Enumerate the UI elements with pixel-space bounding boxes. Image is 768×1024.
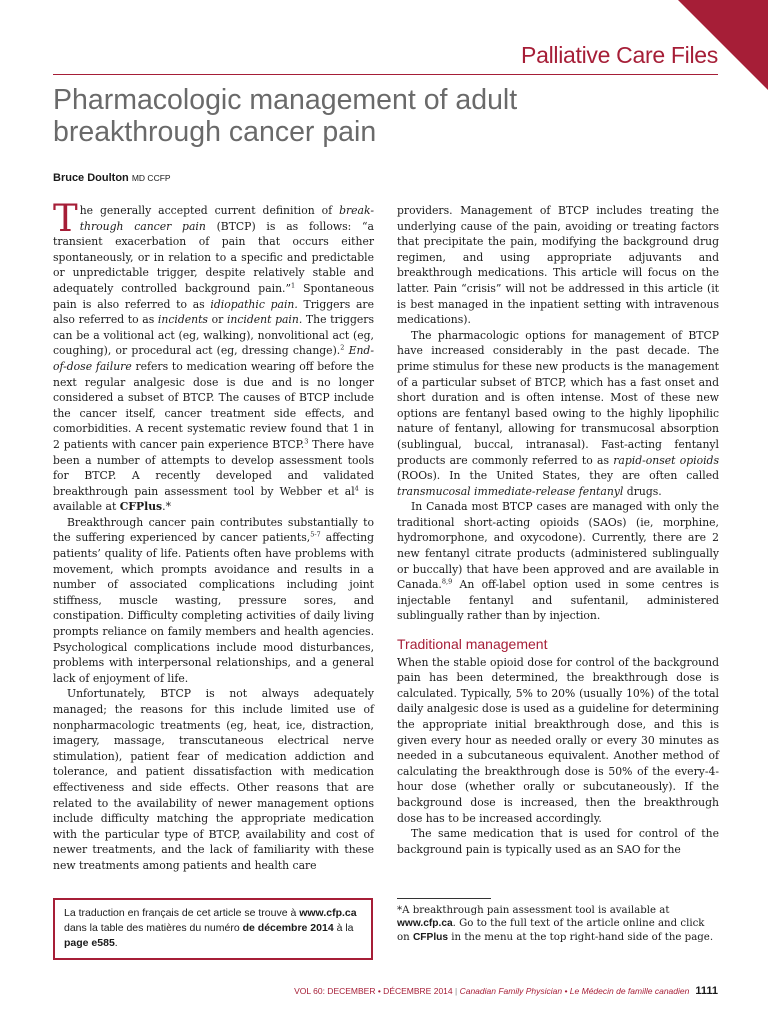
left-column [53, 197, 374, 874]
reference-marker: 5-7 [310, 530, 321, 539]
paragraph: The same medication that is used for control of the background pain is typically used as an SAO for the [397, 827, 719, 856]
header-rule [53, 74, 718, 75]
author-line [53, 172, 171, 184]
paragraph: When the stable opioid dose for control of the background pain has been determined, the breakthrough dose is calculated. Typically, 5% to 20% (usually 10%) of the total daily analgesic dose is used as a guideline for determining the appropriate initial breakthrough dose, and this is given every hour as needed orally or every 30 minutes as needed in a subcutaneous equivalent. Another method of calculating the breakthrough dose is 50% of the every-4-hour dose (whether orally or subcutaneously). If the background dose is increased, then the breakthrough dose has to be increased accordingly. [397, 655, 719, 825]
article-title: Pharmacologic management of adult breakthrough cancer pain [53, 84, 518, 148]
page-number: 1111 [695, 985, 718, 997]
page-footer: VOL 60: DECEMBER • DÉCEMBRE 2014 | Canadian Family Physician • Le Médecin de famille canadien 1111 [294, 985, 718, 997]
paragraph: providers. Management of BTCP includes treating the underlying cause of the pain, avoiding or treating factors that precipitate the pain, modifying the background drug regimen, and using appropriate adjuvants and breakthrough medications. This article will focus on the latter. Pain “crisis” will not be addressed in this article (it is best managed in the inpatient setting with intravenous medications). [397, 204, 719, 327]
paragraph: Unfortunately, BTCP is not always adequately managed; the reasons for this include limited use of nonpharmacologic treatments (eg, heat, ice, distraction, imagery, massage, transcutaneous electrical nerve stimulation), patient fear of medication addiction and tolerance, and patient dissatisfaction with medication effectiveness and side effects. Other reasons that are related to the availability of newer management options include difficulty matching the appropriate medication with the particular type of BTCP, availability and cost of newer treatments, and the lack of familiarity with these new treatments among patients and health care [53, 687, 374, 872]
reference-marker: 8,9 [441, 577, 453, 586]
cfplus-link[interactable]: CFPlus [412, 931, 449, 943]
drop-cap: T [53, 197, 78, 240]
paragraph: The pharmacologic options for management of BTCP have increased considerably in the past decade. The prime stimulus for these new products is the management of a particular subset of BTCP, which has a fast onset and short duration and is often intense. Most of these new options are fentanyl based owing to the highly lipophilic nature of fentanyl, allowing for transmucosal absorption (sublingual, buccal, intranasal). Fast-acting fentanyl products are commonly referred to as rapid-onset opioids (ROOs). In the United States, they are often called transmucosal immediate-release fentanyl drugs. [397, 328, 719, 498]
cfplus-link[interactable]: CFPlus [119, 500, 163, 514]
author-name: Bruce Doulton [53, 172, 129, 184]
section-label: Palliative Care Files [521, 42, 718, 68]
paragraph: In Canada most BTCP cases are managed with only the traditional short-acting opioids (SAOs) (ie, morphine, hydromorphone, and oxycodone). Currently, there are 2 new fentanyl citrate products (administered sublingually or buccally) that have been approved and are available in Canada.$^{8,9}$ An off-label option used in some centres is injectable fentanyl and sufentanil, administered sublingually rather than by injection. [397, 500, 719, 623]
translation-note-box: La traduction en français de cet article se trouve à www.cfp.ca dans la table des matières du numéro de décembre 2014 à la page e585. [53, 898, 373, 960]
author-credentials: MD CCFP [131, 173, 171, 183]
paragraph: The generally accepted current definition of break-through cancer pain (BTCP) is as follows: “a transient exacerbation of pain that occurs either spontaneously, or in relation to a specific and predictable or unpredictable trigger, despite relatively stable and adequately controlled background pain.”$^1$ Spontaneous pain is also referred to as idiopathic pain. Triggers are also referred to as incidents or incident pain. The triggers can be a volitional act (eg, walking), nonvolitional act (eg, coughing), or procedural act (eg, dressing change).$^2$ End-of-dose failure refers to medication wearing off before the next regular analgesic dose is due and is no longer considered a subset of BTCP. The causes of BTCP include the cancer itself, cancer treatment side effects, and comorbidities. A recent systematic review found that 1 in 2 patients with cancer pain experience BTCP.$^3$ There have been a number of attempts to develop assessment tools for BTCP. A recently developed and validated breakthrough pain assessment tool by Webber et $al^4$ is available at CFPlus.* [53, 197, 374, 514]
reference-marker: 1 [291, 281, 296, 290]
journal-name: Canadian Family Physician • Le Médecin de famille canadien [459, 986, 690, 996]
section-heading: Traditional management [397, 636, 548, 653]
cfp-link[interactable]: www.cfp.ca [299, 907, 357, 919]
reference-marker: 2 [340, 343, 345, 352]
footnote-rule [397, 898, 491, 899]
paragraph: Breakthrough cancer pain contributes substantially to the suffering experienced by cancer patients,$^{5-7}$ affecting patients’ quality of life. Patients often have problems with movement, which prompts avoidance and results in a number of associated complications including joint stiffness, muscle wasting, pressure sores, and constipation. Difficulty completing activities of daily living prompts reliance on family members and health agencies. Psychological complications include mood disturbances, problems with interpersonal relationships, and a general lack of enjoyment of life. [53, 515, 374, 685]
right-column [397, 203, 719, 857]
cfp-link[interactable]: www.cfp.ca [397, 918, 453, 930]
footnote: *A breakthrough pain assessment tool is available at www.cfp.ca. Go to the full text of the article online and click on CFPlus in the menu at the top right-hand side of the page. [397, 905, 714, 943]
reference-marker: 3 [304, 437, 309, 446]
volume-info: VOL 60: DECEMBER • DÉCEMBRE 2014 [294, 986, 453, 996]
reference-marker: 4 [354, 484, 359, 493]
